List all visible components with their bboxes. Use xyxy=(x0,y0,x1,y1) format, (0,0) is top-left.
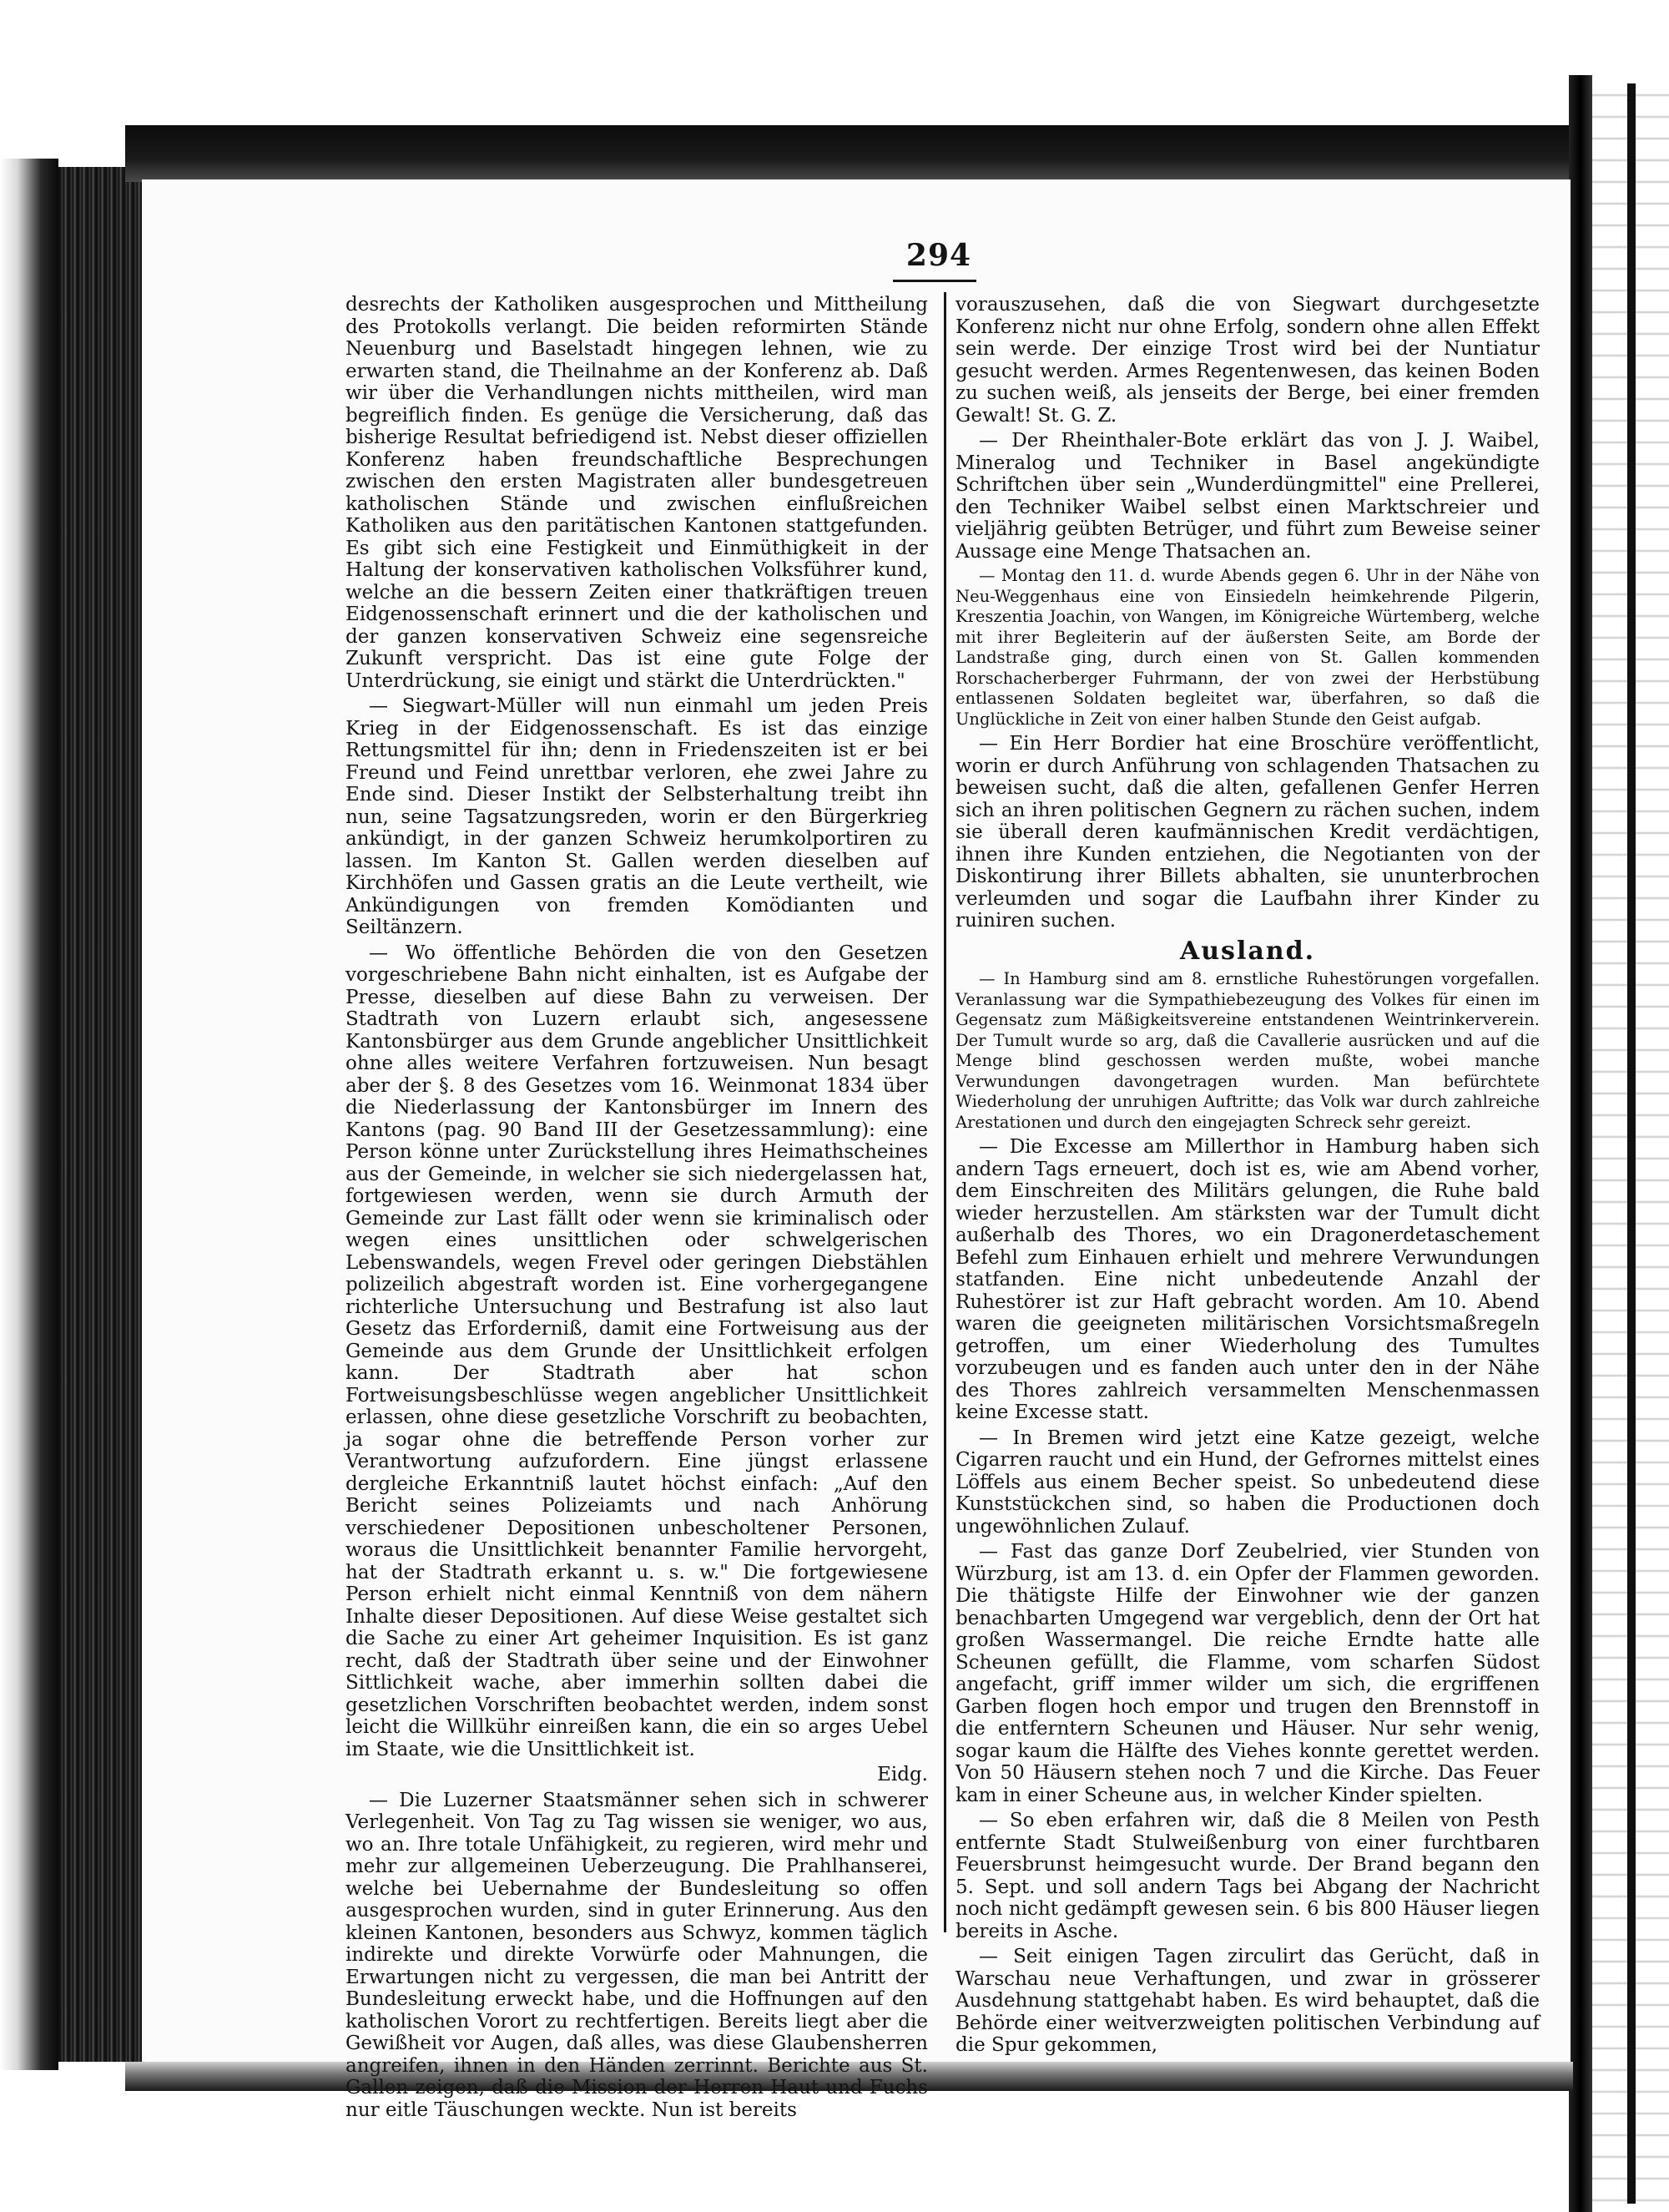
article-paragraph-small: — In Hamburg sind am 8. ernstliche Ruhestörungen vorgefallen. Veranlassung war die Sympathiebezeugung des Volkes für einen im Gegensatz zum Mäßigkeitsvereine entstandenen Weintrinkerverein. Der Tumult wurde so arg, daß die Cavallerie ausrücken und auf die Menge blind geschossen werden mußte, wobei manche Verwundungen davongetragen wurden. Man befürchtete Wiederholung der unruhigen Auftritte; das Volk war durch zahlreiche Arestationen und durch den eingejagten Schreck sehr gereizt. xyxy=(956,969,1540,1132)
scan-top-margin xyxy=(0,0,1669,77)
page-number-rule xyxy=(893,280,976,282)
left-column xyxy=(345,294,928,2124)
article-paragraph: — So eben erfahren wir, daß die 8 Meilen von Pesth entfernte Stadt Stulweißenburg von einer furchtbaren Feuersbrunst heimgesucht wurde. Der Brand begann den 5. Sept. und soll andern Tags bei Abgang der Nachricht noch nicht gedämpft gewesen sein. 6 bis 800 Häuser liegen bereits in Asche. xyxy=(956,1810,1540,1942)
section-heading-ausland: Ausland. xyxy=(1179,936,1316,966)
article-paragraph: — Wo öffentliche Behörden die von den Gesetzen vorgeschriebene Bahn nicht einhalten, ist es Aufgabe der Presse, dieselben auf diese Bahn zu verweisen. Der Stadtrath von Luzern erlaubt sich, angesessene Kantonsbürger aus dem Grunde angeblicher Unsittlichkeit ohne alles weitere Verfahren fortzuweisen. Nun besagt aber der §. 8 des Gesetzes vom 16. Weinmonat 1834 über die Niederlassung der Kantonsbürger im Innern des Kantons (pag. 90 Band III der Gesetzessammlung): eine Person könne unter Zurückstellung ihres Heimathscheines aus der Gemeinde, in welcher sie sich niedergelassen hat, fortgewiesen werden, wenn sie durch Armuth der Gemeinde zur Last fällt oder wenn sie kriminalisch oder wegen eines unsittlichen oder schwelgerischen Lebenswandels, wegen Frevel oder geringen Diebstählen polizeilich abgestraft worden ist. Eine vorhergegangene richterliche Untersuchung und Bestrafung ist also laut Gesetz das Erforderniß, damit eine Fortweisung aus der Gemeinde aus dem Grunde der Unsittlichkeit erfolgen kann. Der Stadtrath aber hat schon Fortweisungsbeschlüsse wegen angeblicher Unsittlichkeit erlassen, ohne diese gesetzliche Vorschrift zu beobachten, ja sogar ohne die betreffende Person vorher zur Verantwortung aufzufordern. Eine jüngst erlassene dergleiche Erkanntniß lautet höchst einfach: „Auf den Bericht seines Polizeiamts und nach Anhörung verschiedener Depositionen unbescholtener Personen, woraus die Unsittlichkeit benannter Familie hervorgeht, hat der Stadtrath erkannt u. s. w." Die fortgewiesene Person erhielt nicht einmal Kenntniß von dem nähern Inhalte dieser Depositionen. Auf diese Weise gestaltet sich die Sache zu einer Art geheimer Inquisition. Es ist ganz recht, daß der Stadtrath über seine und der Einwohner Sittlichkeit wache, aber immerhin sollten dabei die gesetzlichen Vorschriften beobachtet werden, indem sonst leicht die Willkühr einreißen kann, die ein so arges Uebel im Staate, wie die Unsittlichkeit ist. xyxy=(345,942,928,1760)
page-number: 294 xyxy=(905,238,972,273)
article-signature: Eidg. xyxy=(877,1764,928,1785)
page-right-shadow xyxy=(1569,75,1592,2212)
article-paragraph: — Seit einigen Tagen zirculirt das Gerücht, daß in Warschau neue Verhaftungen, und zwar in grösserer Ausdehnung stattgehabt haben. Es wird behauptet, daß die Behörde einer weitverzweigten politischen Verbindung auf die Spur gekommen, xyxy=(956,1946,1540,2056)
column-divider xyxy=(944,292,946,1932)
scan-left-edge xyxy=(0,159,58,2070)
article-paragraph: — Die Excesse am Millerthor in Hamburg haben sich andern Tags erneuert, doch ist es, wie am Abend vorher, dem Einschreiten des Militärs gelungen, die Ruhe bald wieder herzustellen. Am stärksten war der Tumult dicht außerhalb des Thores, wo ein Dragonerdetaschement Befehl zum Einhauen erhielt und mehrere Verwundungen statfanden. Eine nicht unbedeutende Anzahl der Ruhestörer ist zur Haft gebracht worden. Am 10. Abend waren die geeigneten militärischen Vorsichtsmaßregeln getroffen, um einer Wiederholung des Tumultes vorzubeugen und es fanden auch unter den in der Nähe des Thores zahlreich versammelten Menschenmassen keine Excesse statt. xyxy=(956,1136,1540,1423)
article-paragraph: — Der Rheinthaler-Bote erklärt das von J. J. Waibel, Mineralog und Techniker in Basel angekündigte Schriftchen über sein „Wunderdüngmittel" eine Prellerei, den Techniker Waibel selbst einen Marktschreier und vieljährig geübten Betrüger, und führt zum Beweise seiner Aussage eine Menge Thatsachen an. xyxy=(956,430,1540,563)
article-paragraph: — Die Luzerner Staatsmänner sehen sich in schwerer Verlegenheit. Von Tag zu Tag wissen sie weniger, wo aus, wo an. Ihre totale Unfähigkeit, zu regieren, wird mehr und mehr zur allgemeinen Ueberzeugung. Die Prahlhanserei, welche bei Uebernahme der Bundesleitung so offen ausgesprochen wurden, sind in guter Erinnerung. Aus den kleinen Kantonen, besonders aus Schwyz, kommen täglich indirekte und direkte Vorwürfe oder Mahnungen, die Erwartungen nicht zu vergessen, die man bei Antritt der Bundesleitung erweckt habe, und die Hoffnungen auf den katholischen Vorort zu rechtfertigen. Bereits liegt aber die Gewißheit vor Augen, daß alles, was diese Glaubensherren angreifen, ihnen in den Händen zerrinnt. Berichte aus St. Gallen zeigen, daß die Mission der Herren Haut und Fuchs nur eitle Täuschungen weckte. Nun ist bereits xyxy=(345,1789,928,2121)
article-paragraph: — Siegwart-Müller will nun einmahl um jeden Preis Krieg in der Eidgenossenschaft. Es ist das einzige Rettungsmittel für ihn; denn in Friedenszeiten ist er bei Freund und Feind unrettbar verloren, ehe zwei Jahre zu Ende sind. Dieser Instikt der Selbsterhaltung treibt ihn nun, seine Tagsatzungsreden, worin er den Bürgerkrieg ankündigt, in der ganzen Schweiz herumkolportiren zu lassen. Im Kanton St. Gallen werden dieselben auf Kirchhöfen und Gassen gratis an die Leute vertheilt, wie Ankündigungen von fremden Komödianten und Seiltänzern. xyxy=(345,695,928,938)
article-paragraph: — Fast das ganze Dorf Zeubelried, vier Stunden von Würzburg, ist am 13. d. ein Opfer der Flammen geworden. Die thätigste Hilfe der Einwohner wie der ganzen benachbarten Umgegend war vergeblich, denn der Ort hat großen Wassermangel. Die reiche Erndte hatte alle Scheunen gefüllt, die Flamme, vom scharfen Südost angefacht, griff immer wilder um sich, die ergriffenen Garben flogen hoch empor und trugen den Brennstoff in die entferntern Scheunen und Häuser. Nur sehr wenig, sogar kaum die Hälfte des Viehes konnte gerettet werden. Von 50 Häusern stehen noch 7 und die Kirche. Das Feuer kam in einer Scheune aus, in welcher Kinder spielten. xyxy=(956,1541,1540,1806)
article-paragraph-small: — Montag den 11. d. wurde Abends gegen 6. Uhr in der Nähe von Neu-Weggenhaus eine von Einsiedeln heimkehrende Pilgerin, Kreszentia Joachin, von Wangen, im Königreiche Würtemberg, welche mit ihrer Begleiterin auf der äußersten Seite, am Borde der Landstraße ging, durch einen von St. Gallen kommenden Rorschacherberger Fuhrmann, der von zwei der Herbstübung entlassenen Soldaten begleitet war, überfahren, so daß die Unglückliche in Zeit von einer halben Stunde den Geist aufgab. xyxy=(956,566,1540,729)
page-top-shadow xyxy=(125,125,1665,182)
page-right-rule xyxy=(1627,83,1636,2204)
book-spine xyxy=(58,167,142,2062)
right-column xyxy=(956,294,1540,2060)
article-paragraph: vorauszusehen, daß die von Siegwart durchgesetzte Konferenz nicht nur ohne Erfolg, sondern ohne allen Effekt sein werde. Der einzige Trost wird bei der Nuntiatur gesucht werden. Armes Regentenwesen, das keinen Boden zu suchen weiß, als jenseits der Berge, bei einer fremden Gewalt! St. G. Z. xyxy=(956,294,1540,427)
article-paragraph: — Ein Herr Bordier hat eine Broschüre veröffentlicht, worin er durch Anführung von schlagenden Thatsachen zu beweisen sucht, daß die alten, gefallenen Genfer Herren sich an ihren politischen Gegnern zu rächen suchen, indem sie überall deren kaufmännischen Kredit verdächtigen, ihnen ihre Kunden entziehen, die Negotianten von der Diskontirung ihrer Billets abhalten, sie ununterbrochen verleumden und sogar die Laufbahn ihrer Kinder zu ruiniren suchen. xyxy=(956,733,1540,932)
article-paragraph: desrechts der Katholiken ausgesprochen und Mittheilung des Protokolls verlangt. Die beiden reformirten Stände Neuenburg und Baselstadt hingegen lehnen, wie zu erwarten stand, die Theilnahme an der Konferenz ab. Daß wir über die Verhandlungen nichts mittheilen, wird man begreiflich finden. Es genüge die Versicherung, daß das bisherige Resultat befriedigend ist. Nebst dieser offiziellen Konferenz haben freundschaftliche Besprechungen zwischen den ersten Magistraten aller bundesgetreuen katholischen Stände und zwischen einflußreichen Katholiken aus den paritätischen Kantonen stattgefunden. Es gibt sich eine Festigkeit und Einmüthigkeit in der Haltung der konservativen katholischen Volksführer kund, welche an die bessern Zeiten einer thatkräftigen treuen Eidgenossenschaft erinnert und die der katholischen und der ganzen konservativen Schweiz eine segensreiche Zukunft verspricht. Das ist eine gute Folge der Unterdrückung, sie einigt und stärkt die Unterdrückten." xyxy=(345,294,928,692)
article-paragraph: — In Bremen wird jetzt eine Katze gezeigt, welche Cigarren raucht und ein Hund, der Gefrornes mittelst eines Löffels aus einem Becher speist. So unbedeutend diese Kunststückchen sind, so haben die Productionen doch ungewöhnlichen Zulauf. xyxy=(956,1427,1540,1538)
